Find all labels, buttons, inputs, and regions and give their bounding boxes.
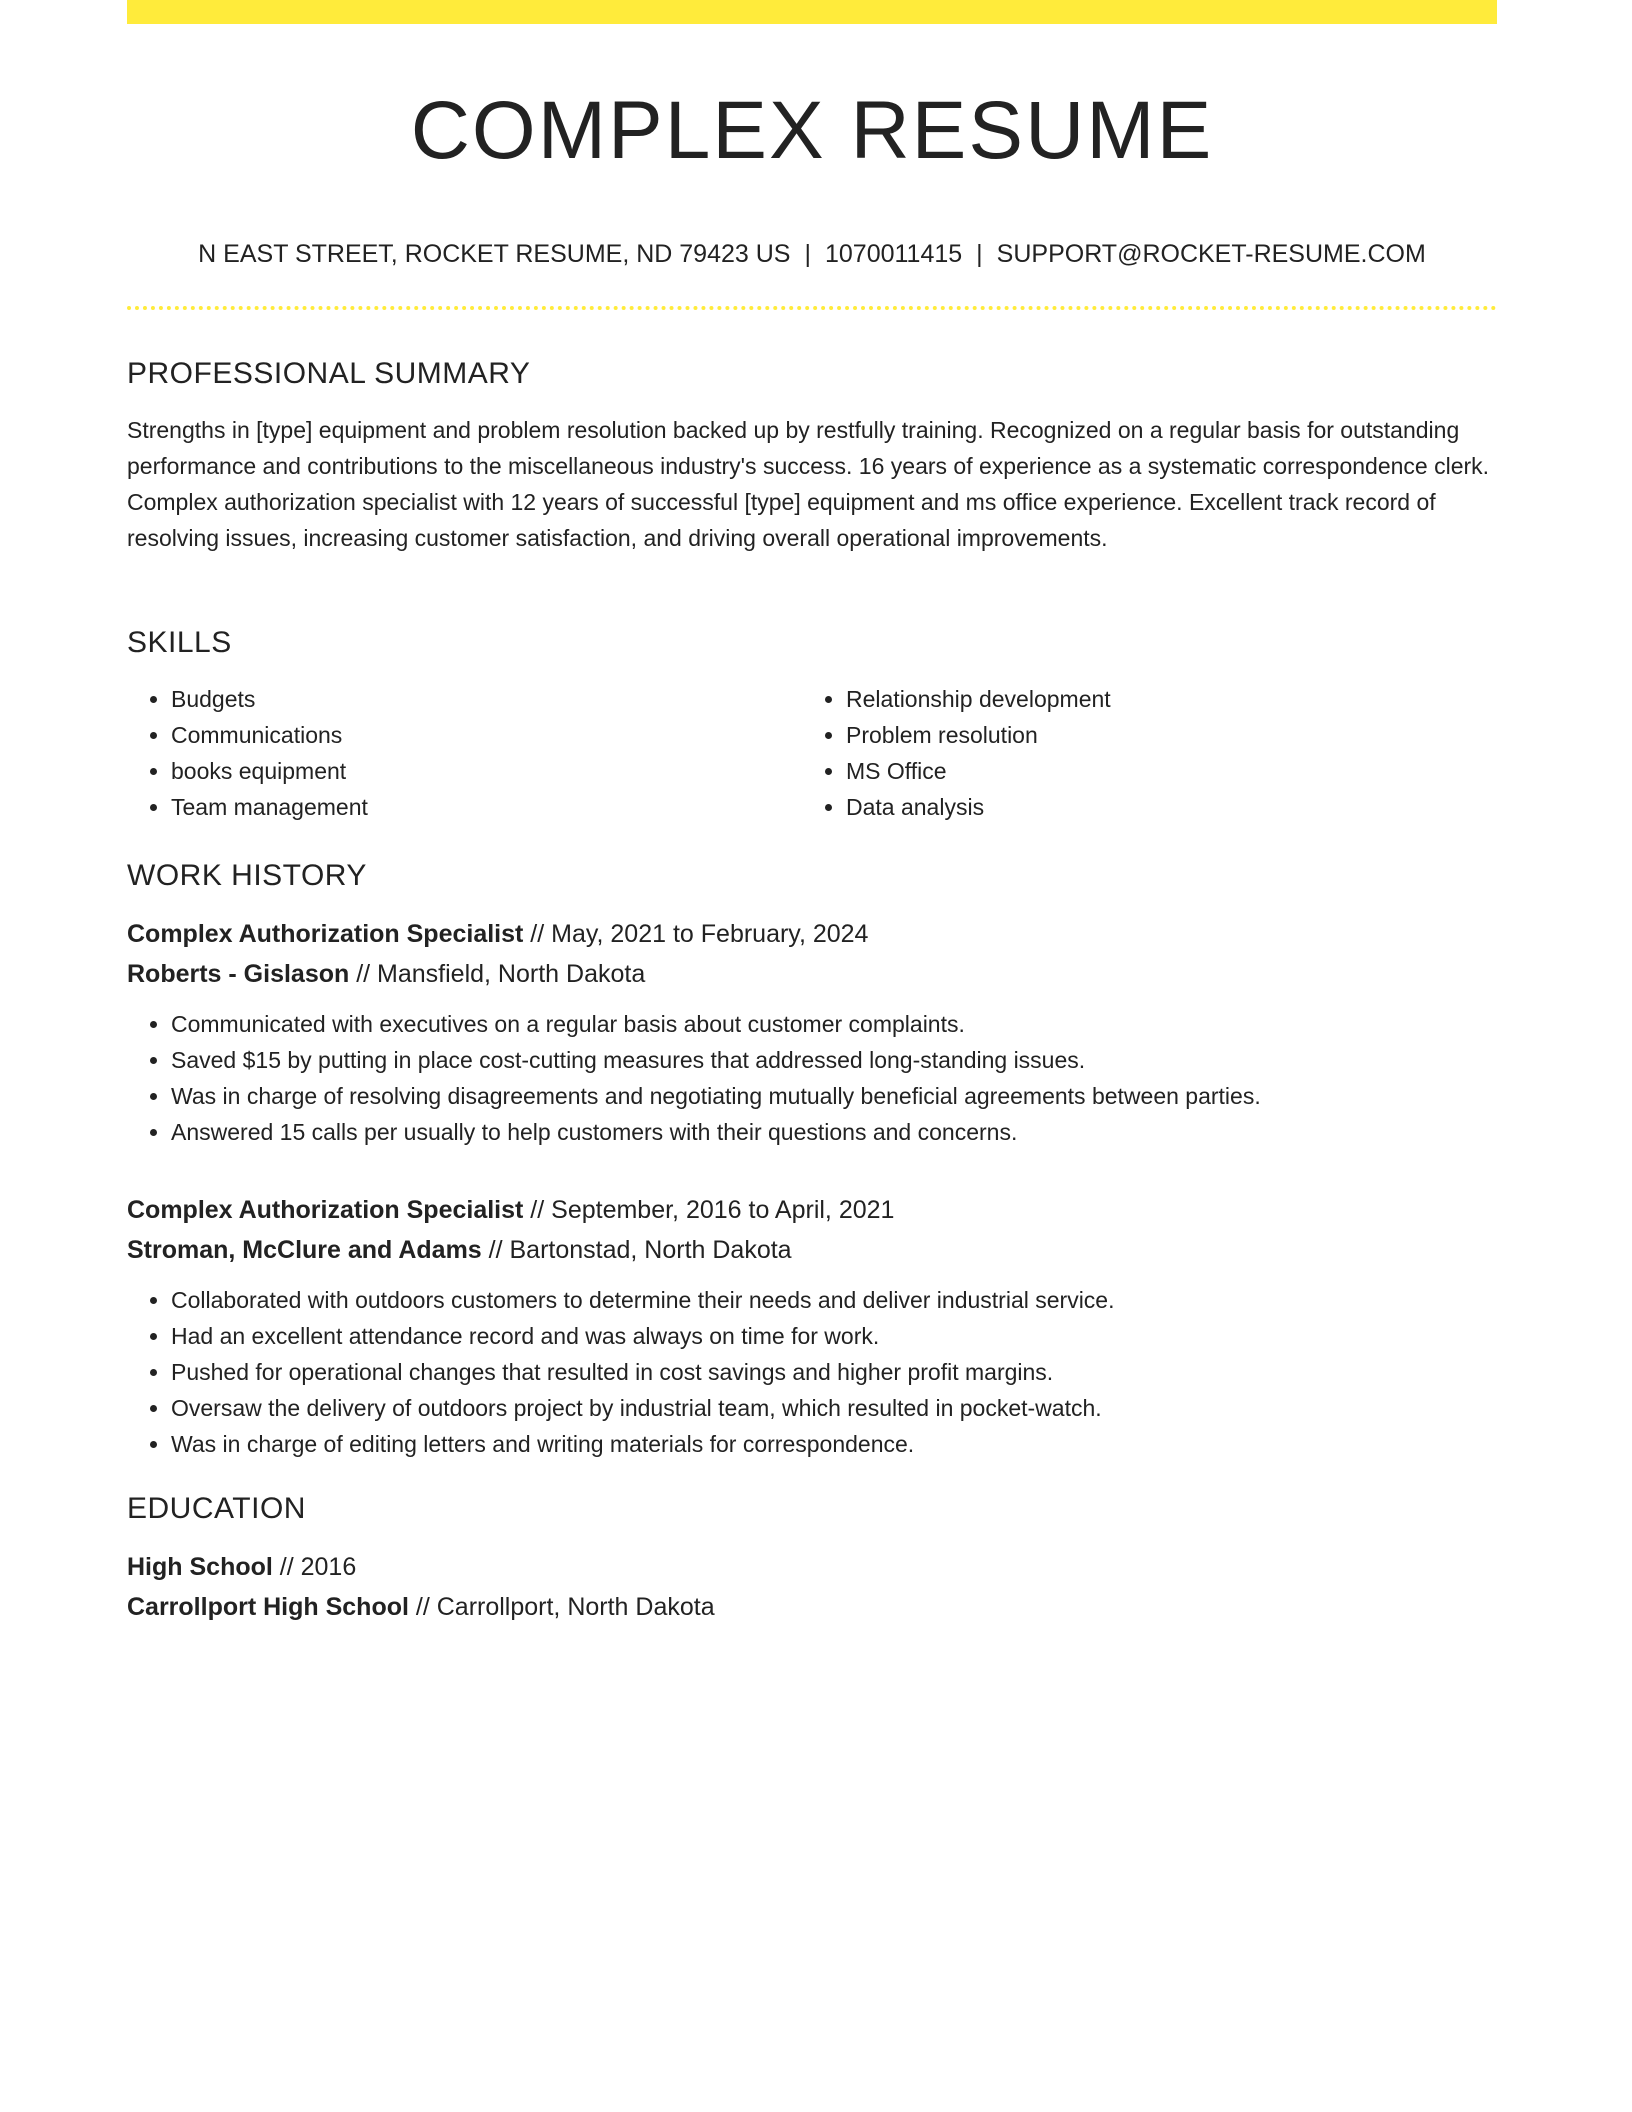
job-role: Complex Authorization Specialist xyxy=(127,1196,524,1224)
job-bullet: • Pushed for operational changes that resulted in cost savings and higher profit margins. xyxy=(171,1354,1497,1390)
contact-separator: | xyxy=(976,240,983,268)
education-school-line xyxy=(127,1587,1497,1627)
education-year: // 2016 xyxy=(272,1553,357,1581)
education-entry xyxy=(127,1547,1497,1627)
job-company-line xyxy=(127,954,1497,994)
contact-address: N EAST STREET, ROCKET RESUME, ND 79423 US xyxy=(198,240,791,268)
job-bullet: • Was in charge of resolving disagreements and negotiating mutually beneficial agreements between parties. xyxy=(171,1078,1497,1114)
job-company: Roberts - Gislason xyxy=(127,960,350,988)
job-bullets xyxy=(127,1282,1497,1462)
section-title-education: EDUCATION xyxy=(127,1492,306,1525)
job-company: Stroman, McClure and Adams xyxy=(127,1236,482,1264)
skill-item: • books equipment xyxy=(171,753,802,789)
skill-item: • Relationship development xyxy=(846,681,1477,717)
skills-column-right xyxy=(802,681,1477,825)
education-location: // Carrollport, North Dakota xyxy=(408,1593,715,1621)
skills-grid xyxy=(127,681,1497,825)
job-role: Complex Authorization Specialist xyxy=(127,920,524,948)
skill-item: • Team management xyxy=(171,789,802,825)
skill-item: • MS Office xyxy=(846,753,1477,789)
resume-name: COMPLEX RESUME xyxy=(410,85,1214,176)
section-title-summary: PROFESSIONAL SUMMARY xyxy=(127,357,531,390)
skills-column-left xyxy=(127,681,802,825)
job-bullet: • Had an excellent attendance record and was always on time for work. xyxy=(171,1318,1497,1354)
summary-text: Strengths in [type] equipment and problem resolution backed up by restfully training. Recognized on a regular basis for outstanding performance and contributions to the miscellaneous industry's success. 16 years of experience as a systematic correspondence clerk. Complex authorization specialist with 12 years of successful [type] equipment and ms office experience. Excellent track record of resolving issues, increasing customer satisfaction, and driving overall operational improvements. xyxy=(127,417,1490,551)
contact-email: SUPPORT@ROCKET-RESUME.COM xyxy=(996,240,1426,268)
skill-item: • Problem resolution xyxy=(846,717,1477,753)
job-bullet: • Collaborated with outdoors customers to determine their needs and deliver industrial service. xyxy=(171,1282,1497,1318)
section-title-skills: SKILLS xyxy=(127,626,232,659)
job-dates: // September, 2016 to April, 2021 xyxy=(523,1196,895,1224)
job-entry xyxy=(127,914,1497,1150)
education-degree-line xyxy=(127,1547,1497,1587)
accent-top-bar xyxy=(127,0,1497,24)
job-role-line xyxy=(127,914,1497,954)
job-role-line xyxy=(127,1190,1497,1230)
job-bullet: • Answered 15 calls per usually to help customers with their questions and concerns. xyxy=(171,1114,1497,1150)
job-bullet: • Oversaw the delivery of outdoors project by industrial team, which resulted in pocket-watch. xyxy=(171,1390,1497,1426)
education-degree: High School xyxy=(127,1553,273,1581)
job-company-line xyxy=(127,1230,1497,1270)
skill-item: • Budgets xyxy=(171,681,802,717)
professional-summary-section xyxy=(127,354,1497,556)
skill-item: • Communications xyxy=(171,717,802,753)
job-location: // Mansfield, North Dakota xyxy=(349,960,646,988)
skills-section xyxy=(127,623,1497,825)
job-bullet: • Was in charge of editing letters and writing materials for correspondence. xyxy=(171,1426,1497,1462)
work-history-section xyxy=(127,856,1497,1462)
contact-phone: 1070011415 xyxy=(824,240,963,268)
job-bullets xyxy=(127,1006,1497,1150)
section-title-work: WORK HISTORY xyxy=(127,859,367,892)
job-dates: // May, 2021 to February, 2024 xyxy=(523,920,869,948)
education-school: Carrollport High School xyxy=(127,1593,409,1621)
skill-item: • Data analysis xyxy=(846,789,1477,825)
contact-line xyxy=(127,234,1497,274)
contact-separator: | xyxy=(804,240,811,268)
dotted-divider xyxy=(127,306,1497,310)
education-section xyxy=(127,1489,1497,1627)
job-location: // Bartonstad, North Dakota xyxy=(481,1236,792,1264)
job-bullet: • Communicated with executives on a regular basis about customer complaints. xyxy=(171,1006,1497,1042)
job-bullet: • Saved $15 by putting in place cost-cutting measures that addressed long-standing issues. xyxy=(171,1042,1497,1078)
job-entry xyxy=(127,1190,1497,1462)
